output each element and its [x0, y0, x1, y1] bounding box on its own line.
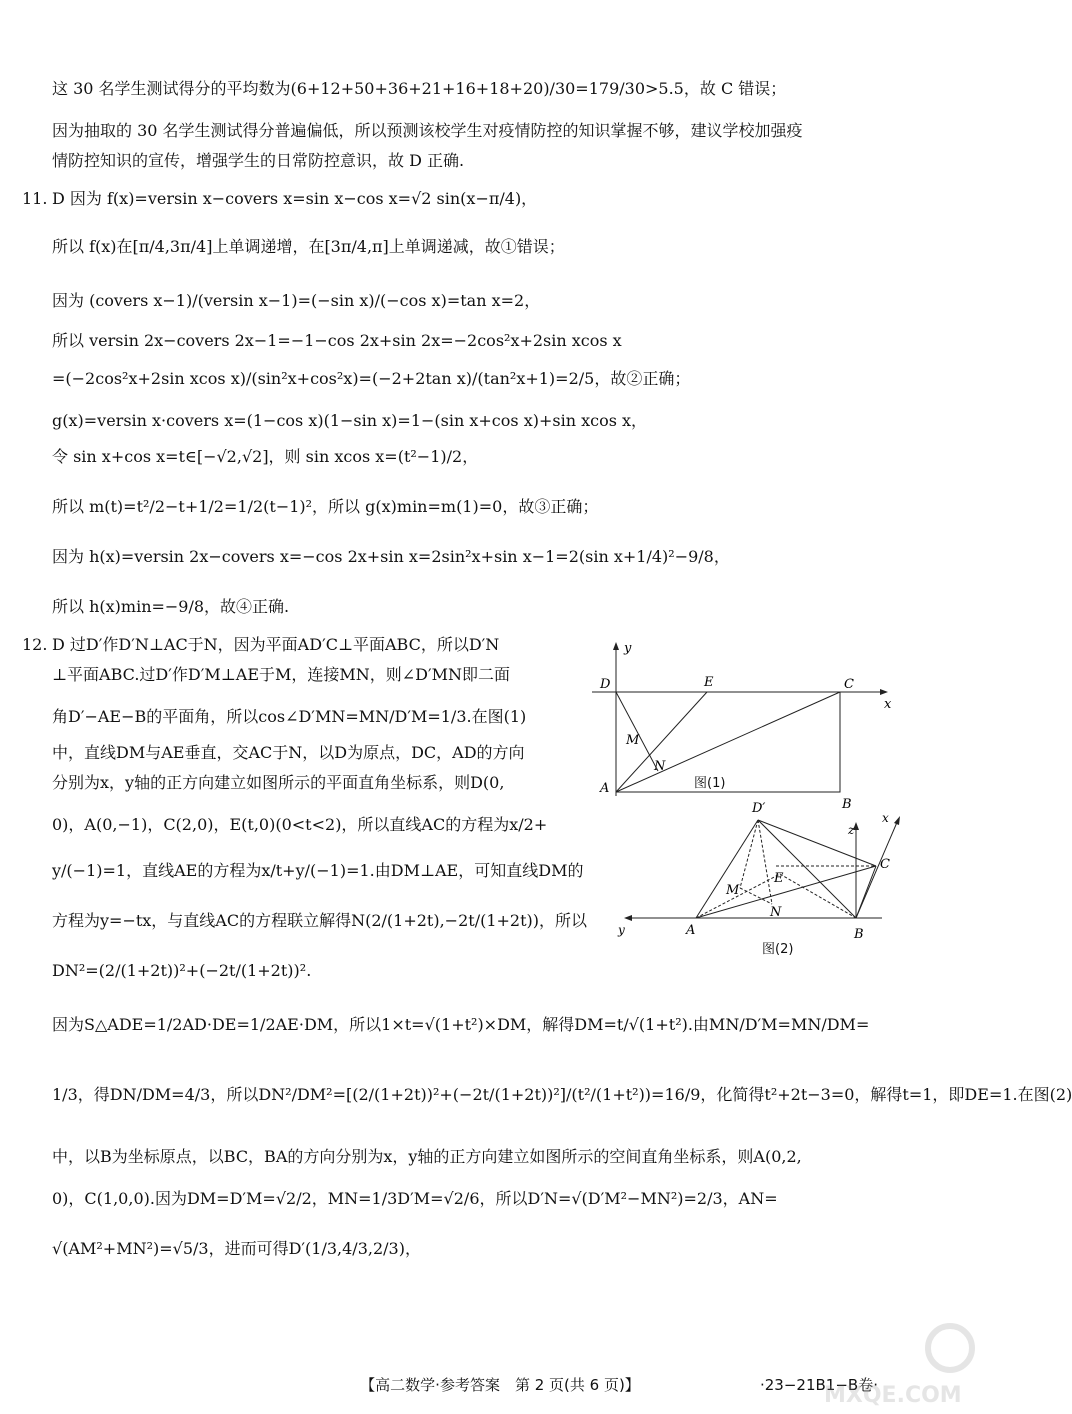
fig1-label-a: A — [600, 781, 610, 796]
fig2-label-z: z — [848, 823, 855, 837]
fig1-label-m: M — [626, 733, 640, 748]
fig1-label-d: D — [600, 677, 611, 692]
text-line: 中，直线DM与AE垂直，交AC于N，以D为原点，DC，AD的方向 — [52, 743, 525, 762]
edge-dpm — [740, 820, 758, 888]
line-dn — [616, 692, 658, 771]
figure-1-caption: 图(1) — [694, 776, 726, 791]
fig2-label-c: C — [880, 857, 890, 872]
fig2-label-a: A — [686, 923, 696, 938]
figure-1 — [592, 636, 912, 812]
edge-dpa — [696, 820, 758, 918]
text-line: D 过D′作D′N⊥AC于N，因为平面AD′C⊥平面ABC，所以D′N — [52, 635, 500, 654]
text-line: 方程为y=−tx，与直线AC的方程联立解得N(2/(1+2t),−2t/(1+2t))，所以 — [52, 911, 588, 930]
fig2-label-b: B — [854, 927, 864, 942]
line-ac — [616, 692, 840, 792]
footer-code: ·23−21B1−B卷· — [760, 1376, 878, 1394]
fig1-label-y: y — [624, 641, 632, 656]
fig1-label-b: B — [842, 797, 852, 812]
figure-2-caption: 图(2) — [762, 942, 794, 957]
text-line: 1/3，得DN/DM=4/3，所以DN²/DM²=[(2/(1+2t))²+(−2t/(1+2t))²]/(t²/(1+t²))=16/9，化简得t²+2t−3=0，解得t=1，即DE=1.在图(2) — [52, 1085, 1072, 1104]
text-line: =(−2cos²x+2sin xcos x)/(sin²x+cos²x)=(−2+2tan x)/(tan²x+1)=2/5，故②正确； — [52, 369, 691, 388]
item-number: 11. — [22, 189, 48, 208]
text-line: 因为 (covers x−1)/(versin x−1)=(−sin x)/(−cos x)=tan x=2， — [52, 291, 541, 310]
figure-2 — [612, 796, 902, 946]
text-line: 中，以B为坐标原点，以BC，BA的方向分别为x，y轴的正方向建立如图所示的空间直角坐标系，则A(0,2, — [52, 1147, 802, 1166]
fig2-label-m: M — [726, 883, 740, 898]
text-line: D 因为 f(x)=versin x−covers x=sin x−cos x=√2 sin(x−π/4)， — [52, 189, 538, 208]
text-line: 情防控知识的宣传，增强学生的日常防控意识，故 D 正确. — [52, 151, 465, 170]
text-line: ⊥平面ABC.过D′作D′M⊥AE于M，连接MN，则∠D′MN即二面 — [52, 665, 511, 684]
fig2-label-e: E — [774, 871, 784, 886]
fig2-label-dp: D′ — [752, 801, 766, 816]
fig1-label-c: C — [844, 677, 854, 692]
fig1-label-n: N — [654, 759, 666, 774]
text-line: 这 30 名学生测试得分的平均数为(6+12+50+36+21+16+18+20)/30=179/30>5.5，故 C 错误； — [52, 79, 787, 98]
line-mn — [740, 888, 772, 904]
text-line: 角D′−AE−B的平面角，所以cos∠D′MN=MN/D′M=1/3.在图(1) — [52, 707, 527, 726]
text-line: 0)，A(0,−1)，C(2,0)，E(t,0)(0<t<2)，所以直线AC的方程为x/2+ — [52, 815, 548, 834]
text-line: 0)，C(1,0,0).因为DM=D′M=√2/2，MN=1/3D′M=√2/6，所以D′N=√(D′M²−MN²)=2/3，AN= — [52, 1189, 778, 1208]
text-line: √(AM²+MN²)=√5/3，进而可得D′(1/3,4/3,2/3)， — [52, 1239, 421, 1258]
text-line: 分别为x，y轴的正方向建立如图所示的平面直角坐标系，则D(0, — [52, 773, 505, 792]
text-line: y/(−1)=1，直线AE的方程为x/t+y/(−1)=1.由DM⊥AE，可知直线DM的 — [52, 861, 584, 880]
text-line: g(x)=versin x·covers x=(1−cos x)(1−sin x)=1−(sin x+cos x)+sin xcos x， — [52, 411, 648, 430]
text-line: 所以 h(x)min=−9/8，故④正确. — [52, 597, 290, 616]
fig1-label-x: x — [884, 697, 892, 712]
text-line: 因为 h(x)=versin 2x−covers x=−cos 2x+sin x=2sin²x+sin x−1=2(sin x+1/4)²−9/8， — [52, 547, 730, 566]
fig2-label-n: N — [770, 905, 782, 920]
text-line: 所以 versin 2x−covers 2x−1=−1−cos 2x+sin 2x=−2cos²x+2sin xcos x — [52, 331, 622, 350]
text-line: 因为S△ADE=1/2AD·DE=1/2AE·DM，所以1×t=√(1+t²)×DM，解得DM=t/√(1+t²).由MN/D′M=MN/DM= — [52, 1015, 870, 1034]
fig2-label-x: x — [882, 811, 889, 825]
text-line: 所以 f(x)在[π/4,3π/4]上单调递增，在[3π/4,π]上单调递减，故①错误； — [52, 237, 565, 256]
text-line: 所以 m(t)=t²/2−t+1/2=1/2(t−1)²，所以 g(x)min=m(1)=0，故③正确； — [52, 497, 599, 516]
watermark-logo — [820, 1318, 980, 1408]
item-number: 12. — [22, 635, 48, 654]
line-ac — [696, 866, 876, 918]
fig2-label-y: y — [618, 923, 625, 937]
text-line: 令 sin x+cos x=t∈[−√2,√2]，则 sin xcos x=(t²−1)/2， — [52, 447, 479, 466]
edge-dpc — [758, 820, 876, 866]
text-line: 因为抽取的 30 名学生测试得分普遍偏低，所以预测该校学生对疫情防控的知识掌握不够，建议学校加强疫 — [52, 121, 803, 140]
line-bc — [856, 866, 876, 918]
watermark-text: MXQE.COM — [824, 1383, 962, 1408]
fig1-label-e: E — [704, 675, 714, 690]
x-axis — [856, 820, 898, 918]
edge-dpb — [758, 820, 856, 918]
footer-page-info: 【高二数学·参考答案 第 2 页(共 6 页)】 — [360, 1376, 640, 1394]
text-line: DN²=(2/(1+2t))²+(−2t/(1+2t))². — [52, 961, 312, 980]
